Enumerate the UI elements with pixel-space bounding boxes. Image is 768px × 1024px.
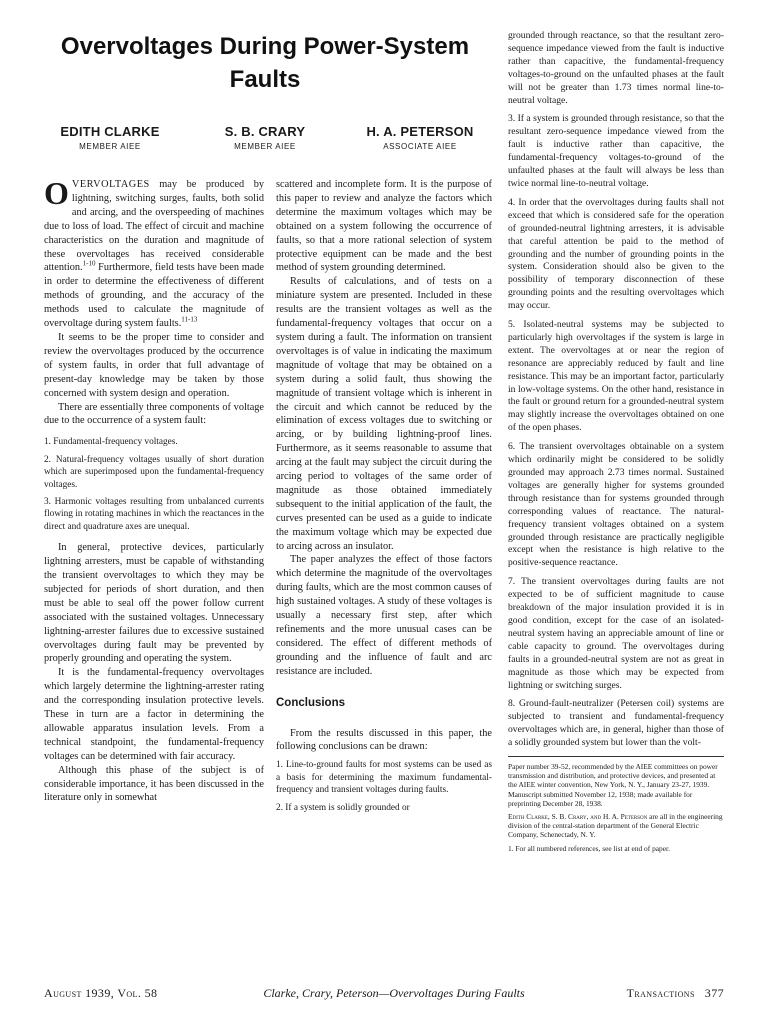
voltage-components-list xyxy=(44,436,264,533)
conclusion-item: 6. The transient overvoltages obtainable on a system which ordinarily might be considered to be solidly grounded may approach 2.73 times normal. Sustained voltages are generally higher for systems grounded through resistance than for systems grounded through corresponding values of reactance. The natural-frequency transient voltages obtained on a system grounded through resistance are practically negligible except when the resistance is high relative to the positive-sequence reactance. xyxy=(508,441,724,569)
body-paragraph: In general, protective devices, particularly lightning arresters, must be capable of withstanding the transient overvoltages to which they may be subjected for periods of short duration, and then must be able to seal off the power follow current associated with the sustained voltages. Unnecessary lightning-arrester failures due to excessive sustained overvoltages during fault may be prevented by properly grounding and operating the system. xyxy=(44,542,264,665)
footnote-text: are all in the engineering division of the central-station department of the General Electric Company, Schenectady, N. Y. xyxy=(508,812,723,840)
body-paragraph: It is the fundamental-frequency overvoltages which largely determine the lightning-arrester rating and the corresponding insulation protective levels. These in turn are a factor in determining the allowable apparatus insulation levels. From a technical standpoint, the fundamental-frequency voltages can be determined with fair accuracy. xyxy=(44,667,264,762)
footnote-references: 1. For all numbered references, see list at end of paper. xyxy=(508,843,670,853)
author-name: S. B. CRARY xyxy=(224,124,306,139)
body-paragraph: The paper analyzes the effect of those factors which determine the magnitude of the overvoltages during faults, which are the most common causes of high sustained voltages. A study of these voltages is usually a necessary first step, after which refinements and the more unusual cases can be considered. The effect of different methods of grounding and the influence of fault and arc resistance are included. xyxy=(276,554,492,677)
body-paragraph: scattered and incomplete form. It is the purpose of this paper to review and analyze the factors which determine the maximum voltages which may be obtained on a system following the occurrence of faults, so that a more rational selection of system protective equipment can be made and the best method of system grounding determined. xyxy=(276,179,492,274)
footer-running-title: Clarke, Crary, Peterson—Overvoltages During Faults xyxy=(263,986,525,1000)
drop-cap: O xyxy=(44,175,69,211)
author-name: H. A. PETERSON xyxy=(366,124,474,139)
body-paragraph: There are essentially three components of voltage due to the occurrence of a system fault: xyxy=(44,401,264,427)
text-column-1 xyxy=(44,175,264,805)
author-crary xyxy=(195,124,335,151)
author-clarke xyxy=(40,124,180,151)
author-name: EDITH CLARKE xyxy=(60,124,160,139)
author-rank: ASSOCIATE AIEE xyxy=(383,142,457,151)
body-paragraph: It seems to be the proper time to consider and review the overvoltages produced by the occurrence of system faults, in order that full advantage of present-day knowledge may be taken by those concerned with system design and operation. xyxy=(44,331,264,399)
list-item: 1. Line-to-ground faults for most systems can be used as a basis for determining the maximum fundamental-frequency and transient voltages during faults. xyxy=(276,760,492,796)
conclusion-item: 8. Ground-fault-neutralizer (Petersen coil) systems are subjected to transient and fundamental-frequency overvoltages which are, in general, higher than those of a solidly grounded system but lower than the volt- xyxy=(508,698,724,749)
conclusion-item: 3. If a system is grounded through resistance, so that the resultant zero-sequence impedance viewed from the fault is inductive rather than capacitive, the fundamental-frequency voltages-to-ground of the unfaulted phases at the fault will always be less than twice normal line-to-neutral voltage. xyxy=(508,113,724,189)
footer-issue: August 1939, Vol. 58 xyxy=(44,986,158,1000)
intro-paragraph xyxy=(44,175,264,331)
page-title: Overvoltages During Power-System Faults xyxy=(60,33,470,93)
footer-journal xyxy=(627,985,724,1001)
conclusion-item: grounded through reactance, so that the resultant zero-sequence impedance viewed from the fault is inductive rather than capacitive, the fundamental-frequency voltages-to-ground on the unfaulted phases at the fault will not be greater than 1.73 times normal line-to-neutral voltage. xyxy=(508,30,724,106)
footnote-authors xyxy=(508,812,724,840)
author-rank: MEMBER AIEE xyxy=(234,142,296,151)
body-paragraph: Although this phase of the subject is of considerable importance, it has been discussed in the literature only in somewhat xyxy=(44,764,264,804)
footer-journal-name: Transactions xyxy=(626,986,695,1000)
conclusion-item: 5. Isolated-neutral systems may be subjected to particularly high overvoltages if the system is large in extent. The overvoltages at or near the region of resonance are appreciably reduced by fault and line resistance. This may be an important factor, particularly in low-voltage systems. On the other hand, resistance in the fault or ground return for a grounded-neutral system may slightly increase the overvoltages obtained on one of the open phases. xyxy=(508,319,724,434)
list-item: 2. If a system is solidly grounded or xyxy=(276,802,410,813)
lead-word: VERVOLTAGES xyxy=(71,179,150,190)
author-rank: MEMBER AIEE xyxy=(79,142,141,151)
conclusion-item: 7. The transient overvoltages during faults are not expected to be of sufficient magnitude to cause breakdown of the major insulation provided it is in good condition, except for the case of an isolated-neutral system having an appreciable amount of line or cable capacity to ground. The overvoltages during faults in a grounded-neutral system are not as great in magnitude as those which may be expected from lightning or switching surges. xyxy=(508,576,724,691)
text-column-3 xyxy=(508,30,724,857)
footnote-author-names: Edith Clarke, S. B. Crary, and H. A. Peterson xyxy=(508,812,648,822)
footnote-paper-info: Paper number 39-52, recommended by the AIEE committees on power transmission and distribution, and protective devices, and presented at the AIEE winter convention, New York, N. Y., January 23-27, 1939. Manuscript submitted November 12, 1938; made available for preprinting December 28, 1938. xyxy=(508,762,718,808)
body-paragraph: From the results discussed in this paper, the following conclusions can be drawn: xyxy=(276,727,492,753)
list-item: 3. Harmonic voltages resulting from unbalanced currents flowing in rotating machines in which the reactances in the direct and quadrature axes are unequal. xyxy=(44,496,264,532)
page-footer xyxy=(44,985,724,1001)
author-peterson xyxy=(340,124,500,151)
conclusion-item: 4. In order that the overvoltages during faults shall not exceed that which is considered safe for the operation of grounded-neutral lightning arresters, it is advisable that careful attention be paid to the method of grounding and the number of grounding points in the system. Consideration should also be given to the possibility of temporary disconnection of these grounding points and the resulting overvoltages which may occur. xyxy=(508,196,724,312)
text-column-2 xyxy=(276,178,492,814)
paragraph-text: Furthermore, field tests have been made in order to determine the effectiveness of different methods of grounding, and the accuracy of the methods used to calculate the magnitude of overvoltage during system faults. xyxy=(44,262,264,330)
list-item: 2. Natural-frequency voltages usually of short duration which are superimposed upon the fundamental-frequency voltages. xyxy=(44,454,264,490)
body-paragraph: Results of calculations, and of tests on a miniature system are presented. Included in these results are the transient voltages as well as the fundamental-frequency voltages that occur on a system during a fault. The information on transient overvoltages is of value in indicating the maximum magnitude of voltage that may be obtained on a system during a solid fault, thus showing the magnitude of transient voltage which is inherent in the circuit and which cannot be reduced by the elimination of excess voltages due to switching or arcing, or by building lightning-proof lines. Furthermore, as it seems reasonable to assume that arcing at the fault may subject the circuit during the arcing period to voltages of the same order of magnitude as those obtained immediately subsequent to the initial application of the fault, the curves presented can be used as a guide to indicate the maximum voltage which may be expected due to arcing across an insulator. xyxy=(276,276,492,552)
author-block xyxy=(40,124,500,154)
page-number: 377 xyxy=(704,986,724,1000)
footnote-rule xyxy=(508,756,724,757)
list-item: 1. Fundamental-frequency voltages. xyxy=(44,437,178,448)
paragraph-text: may be produced by lightning, switching surges, faults, both solid and arcing, and the overspeeding of machines due to loss of load. The effect of circuit and machine characteristics on the duration and magnitude of these overvoltages has received considerable attention. xyxy=(44,179,264,274)
conclusions-list xyxy=(276,759,492,814)
reference-mark: 1-10 xyxy=(82,260,96,269)
conclusions-heading: Conclusions xyxy=(276,696,346,709)
reference-mark: 11-13 xyxy=(181,315,198,324)
